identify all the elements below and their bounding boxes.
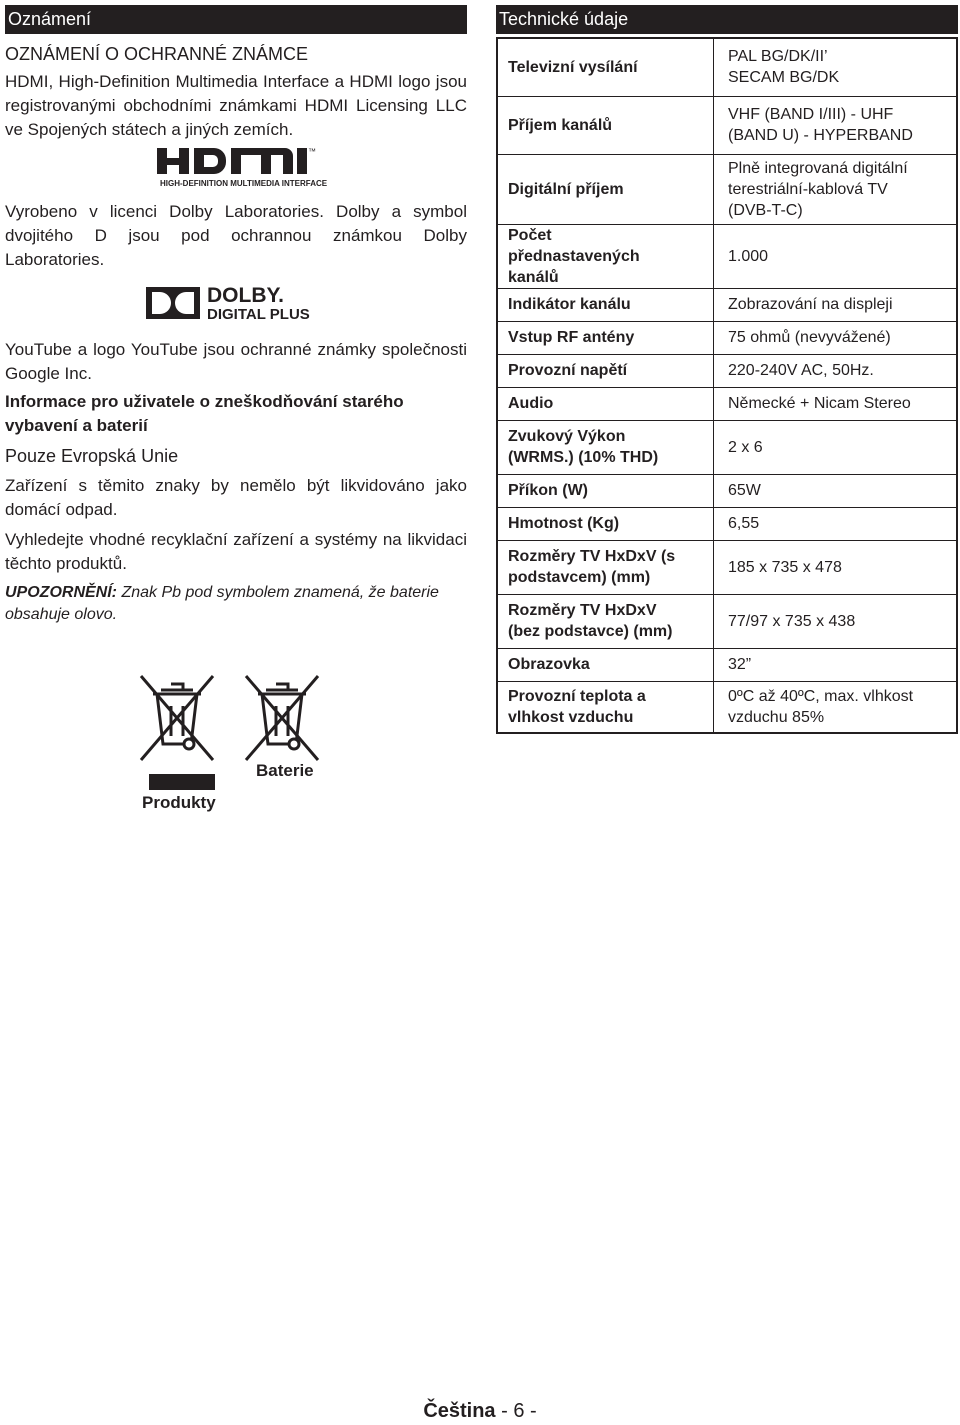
youtube-text: YouTube a logo YouTube jsou ochranné známky společnosti Google Inc.: [5, 340, 467, 383]
disposal-text-2: Vyhledejte vhodné recyklační zařízení a systémy na likvidaci těchto produktů.: [5, 530, 467, 573]
spec-label: Zvukový Výkon (WRMS.) (10% THD): [497, 420, 714, 474]
spec-value: PAL BG/DK/II’ SECAM BG/DK: [728, 48, 840, 87]
trademark-title: OZNÁMENÍ O OCHRANNÉ ZNÁMCE: [5, 44, 309, 64]
hdmi-text: HDMI, High-Definition Multimedia Interface a HDMI logo jsou registrovanými obchodními známkami HDMI Licensing LLC ve Spojených státech a jiných zemích.: [5, 72, 467, 139]
spec-label: Počet přednastavených kanálů: [497, 224, 714, 288]
spec-value: 185 x 735 x 478: [714, 540, 958, 594]
footer-language: Čeština: [423, 1400, 496, 1422]
spec-value: 77/97 x 735 x 438: [714, 594, 958, 648]
spec-value: 75 ohmů (nevyvážené): [714, 321, 958, 354]
spec-row: [497, 224, 957, 288]
dolby-text: Vyrobeno v licenci Dolby Laboratories. Dolby a symbol dvojitého D jsou pod ochrannou známkou Dolby Laboratories.: [5, 202, 467, 269]
specs-table: [496, 37, 958, 734]
spec-row: [497, 594, 957, 648]
spec-label: Příkon (W): [497, 474, 714, 507]
spec-label: Provozní napětí: [497, 354, 714, 387]
spec-value: Zobrazování na displeji: [714, 288, 958, 321]
spec-label: Televizní vysílání: [497, 38, 714, 96]
spec-row: [497, 681, 957, 733]
spec-value: 2 x 6: [714, 420, 958, 474]
dolby-wordmark: DOLBY.: [207, 284, 285, 307]
spec-row: [497, 288, 957, 321]
dolby-double-d-icon: [5, 282, 475, 340]
spec-value: 65W: [714, 474, 958, 507]
spec-label: Obrazovka: [497, 648, 714, 681]
spec-value: 1.000: [714, 224, 958, 288]
spec-row: [497, 648, 957, 681]
warning-label: UPOZORNĚNÍ:: [5, 584, 117, 601]
spec-value: 0ºC až 40ºC, max. vlhkost vzduchu 85%: [714, 681, 958, 733]
notice-header: Oznámení: [5, 5, 467, 34]
disposal-heading: Informace pro uživatele o zneškodňování starého vybavení a baterií: [5, 392, 404, 435]
eu-only-label: Pouze Evropská Unie: [5, 446, 179, 466]
spec-value: 6,55: [714, 507, 958, 540]
spec-label: Audio: [497, 387, 714, 420]
spec-label: Příjem kanálů: [497, 96, 714, 154]
spec-row: [497, 321, 957, 354]
spec-row: [497, 38, 957, 96]
spec-label: Rozměry TV HxDxV (s podstavcem) (mm): [497, 540, 714, 594]
spec-label: Digitální příjem: [497, 154, 714, 224]
spec-value: Německé + Nicam Stereo: [714, 387, 958, 420]
svg-text:™: ™: [308, 148, 316, 156]
hdmi-logo: [5, 148, 467, 208]
dolby-digital-plus: DIGITAL PLUS: [207, 306, 310, 323]
dolby-logo: [5, 282, 467, 340]
spec-row: [497, 420, 957, 474]
spec-row: [497, 507, 957, 540]
spec-label: Indikátor kanálu: [497, 288, 714, 321]
spec-row: [497, 387, 957, 420]
spec-row: [497, 540, 957, 594]
products-label: Produkty: [142, 793, 216, 812]
spec-value: 32”: [714, 648, 958, 681]
hdmi-tagline: HIGH-DEFINITION MULTIMEDIA INTERFACE: [160, 179, 328, 188]
spec-label: Rozměry TV HxDxV (bez podstavce) (mm): [497, 594, 714, 648]
spec-label: Hmotnost (Kg): [497, 507, 714, 540]
spec-row: [497, 96, 957, 154]
spec-label: Provozní teplota a vlhkost vzduchu: [497, 681, 714, 733]
spec-value: 220-240V AC, 50Hz.: [714, 354, 958, 387]
spec-label: Vstup RF antény: [497, 321, 714, 354]
hdmi-logo-graphic: [5, 148, 475, 208]
crossed-bin-products-icon: [133, 672, 223, 797]
crossed-bin-battery-icon: [238, 672, 328, 773]
footer-page-number: - 6 -: [495, 1400, 537, 1422]
lead-warning: [5, 582, 467, 626]
page-footer: [0, 1400, 960, 1423]
notice-column: [5, 5, 467, 626]
spec-row: [497, 354, 957, 387]
specs-header: Technické údaje: [496, 5, 958, 34]
spec-value: VHF (BAND I/III) - UHF (BAND U) - HYPERBAND: [714, 96, 958, 154]
spec-row: [497, 154, 957, 224]
warning-text: Znak Pb pod symbolem znamená, že baterie obsahuje olovo.: [5, 584, 439, 623]
spec-value: Plně integrovaná digitální terestriální-kablová TV (DVB-T-C): [714, 154, 958, 224]
spec-row: [497, 474, 957, 507]
disposal-text-1: Zařízení s těmito znaky by nemělo být likvidováno jako domácí odpad.: [5, 476, 467, 519]
battery-label: Baterie: [256, 761, 314, 780]
specs-column: [496, 5, 958, 734]
